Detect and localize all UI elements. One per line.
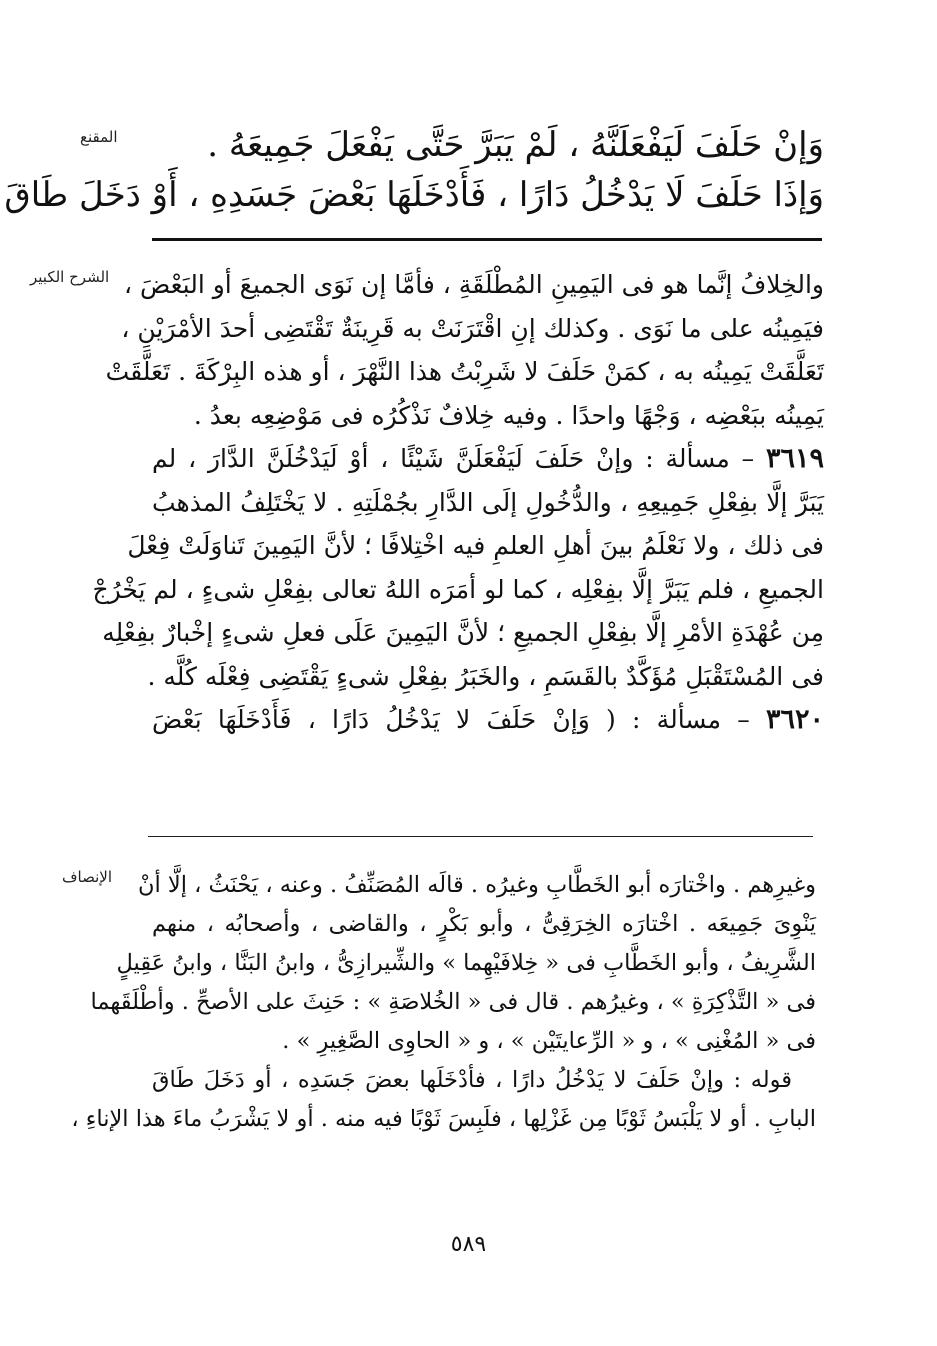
sharh-line: يَمِينُه ببَعْضِه ، وَجْهًا واحدًا . وفيه خِلافٌ نَذْكُرُه فى مَوْضِعِه بعدُ .: [193, 400, 824, 430]
issue-3620-heading: [152, 698, 824, 742]
issue-3619-heading: [152, 437, 824, 481]
sharh-text: [92, 263, 824, 742]
muqni-line: وَإذَا حَلَفَ لَا يَدْخُلُ دَارًا ، فَأَدْخَلَهَا بَعْضَ جَسَدِهِ ، أَوْ دَخَلَ طَاقَ: [4, 175, 824, 215]
section-divider-thick: [152, 238, 822, 241]
page-number: ٥٨٩: [450, 1232, 487, 1257]
issue-number-3619: ٣٦١٩: [765, 443, 824, 474]
sharh-line: تَعَلَّقَتْ يَمِينُه به ، كمَنْ حَلَفَ لا شَرِبْتُ هذا النَّهْرَ ، أو هذه البِرْكَةَ . تَعَلَّقَتْ: [105, 357, 824, 386]
insaf-line: قوله : وإنْ حَلَفَ لا يَدْخُلُ دارًا ، فأدْخَلَها بعضَ جَسَدِه ، أو دَخَلَ طَاقَ: [152, 1067, 792, 1093]
sharh-line: الجميعِ ، فلم يَبَرَّ إلَّا بفِعْلِه ، كما لو أمَرَه اللهُ تعالى بفِعْلِ شىءٍ ، لم يَخْرُجْ: [92, 574, 824, 604]
side-label-insaf: الإنصاف: [62, 868, 113, 886]
sharh-line: فى المُسْتَقْبَلِ مُؤَكَّدٌ بالقَسَمِ ، والخَبَرُ بفِعْلِ شىءٍ يَقْتَضِى فِعْلَه كُلَّه .: [147, 661, 824, 691]
issue-3620-first-line: – مسألة : ( وَإنْ حَلَفَ لا يَدْخُلُ دَارًا ، فَأَدْخَلَهَا بَعْضَ: [152, 705, 766, 734]
issue-3619-first-line: – مسألة : وإنْ حَلَفَ لَيَفْعَلَنَّ شَيْئًا ، أوْ لَيَدْخُلَنَّ الدَّارَ ، لم: [152, 444, 766, 473]
sharh-line: مِن عُهْدَةِ الأمْرِ إلَّا بفِعْلِ الجميعِ ؛ لأنَّ اليَمِينَ عَلَى فعلِ شىءٍ إخْبارٌ بفِعْلِه: [102, 618, 824, 647]
sharh-line: يَبَرَّ إلَّا بفِعْلِ جَمِيعِهِ ، والدُّخُولِ إلَى الدَّارِ بجُمْلَتِهِ . لا يَخْتَلِفُ المذهبُ: [152, 487, 824, 517]
section-divider-thin: [148, 836, 813, 837]
side-label-sharh: الشرح الكبير: [30, 268, 110, 286]
insaf-line: فى « التَّذْكِرَةِ » ، وغيرُهم . قال فى « الخُلاصَةِ » : حَنِثَ على الأصحِّ . وأطْلَقَهما: [90, 989, 816, 1015]
insaf-line: البابِ . أو لا يَلْبَسُ ثَوْبًا مِن غَزْلِها ، فلَبِسَ ثَوْبًا فيه منه . أو لا يَشْرَبُ ماءَ هذا الإناءِ ،: [71, 1106, 816, 1132]
side-label-muqni: المقنع: [80, 128, 118, 146]
issue-number-3620: ٣٦٢٠: [765, 704, 824, 735]
sharh-line: والخِلافُ إنَّما هو فى اليَمِينِ المُطْلَقَةِ ، فأمَّا إن نَوَى الجميعَ أو البَعْضَ ،: [123, 270, 824, 299]
muqni-line: وَإنْ حَلَفَ لَيَفْعَلَنَّهُ ، لَمْ يَبَرَّ حَتَّى يَفْعَلَ جَمِيعَهُ .: [207, 125, 824, 165]
insaf-line: وغيرِهم . واخْتارَه أبو الخَطَّابِ وغيرُه . قالَه المُصَنِّفُ . وعنه ، يَحْنَثُ ، إلَّا أنْ: [137, 872, 816, 898]
insaf-line: فى « المُغْنِى » ، و « الرِّعايتَيْن » ، و « الحاوِى الصَّغِيرِ » .: [282, 1028, 816, 1054]
sharh-line: فى ذلك ، ولا نَعْلَمُ بينَ أهلِ العلمِ فيه اخْتِلافًا ؛ لأنَّ اليَمِينَ تَناوَلَتْ فِعْلَ: [127, 531, 824, 560]
insaf-line: الشَّرِيفُ ، وأبو الخَطَّابِ فى « خِلافَيْهِما » والشِّيرازِىُّ ، وابنُ البَنَّا ، وابنُ عَقِيلٍ: [116, 950, 816, 976]
insaf-line: يَنْوِىَ جَمِيعَه . اخْتارَه الخِرَقِىُّ ، وأبو بَكْرٍ ، والقاضى ، وأصحابُه ، منهم: [152, 911, 816, 937]
sharh-line: فيَمِينُه على ما نَوَى . وكذلك إنِ اقْتَرَنَتْ به قَرِينَةٌ تَقْتَضِى أحدَ الأمْرَيْنِ ،: [121, 313, 824, 343]
